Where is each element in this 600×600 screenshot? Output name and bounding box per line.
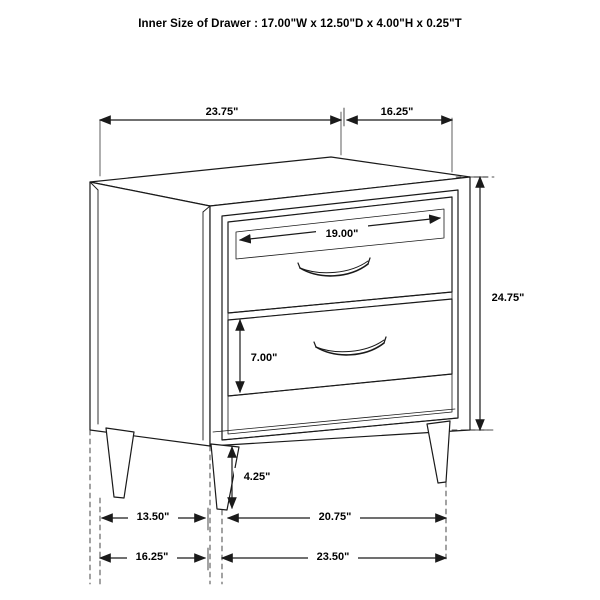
page-title: Inner Size of Drawer : 17.00"W x 12.50"D x 4.00"H x 0.25"T [138,18,462,30]
leg-front-left [106,428,134,498]
dim-label-bottom-depth: 16.25" [135,551,169,563]
dim-label-drawer-front-height: 7.00" [250,352,278,364]
dim-label-bottom-width: 23.50" [316,551,350,563]
dim-label-total-height: 24.75" [491,292,525,304]
dim-label-drawer-inner-width: 19.00" [325,228,359,240]
dim-label-leg-height: 4.25" [243,471,271,483]
dim-label-top-left-width: 23.75" [205,106,239,118]
leg-back-left [427,421,450,483]
dim-label-leg-spread-left: 13.50" [136,511,170,523]
dim-label-top-right-depth: 16.25" [380,106,414,118]
dim-label-base-width: 20.75" [318,511,352,523]
